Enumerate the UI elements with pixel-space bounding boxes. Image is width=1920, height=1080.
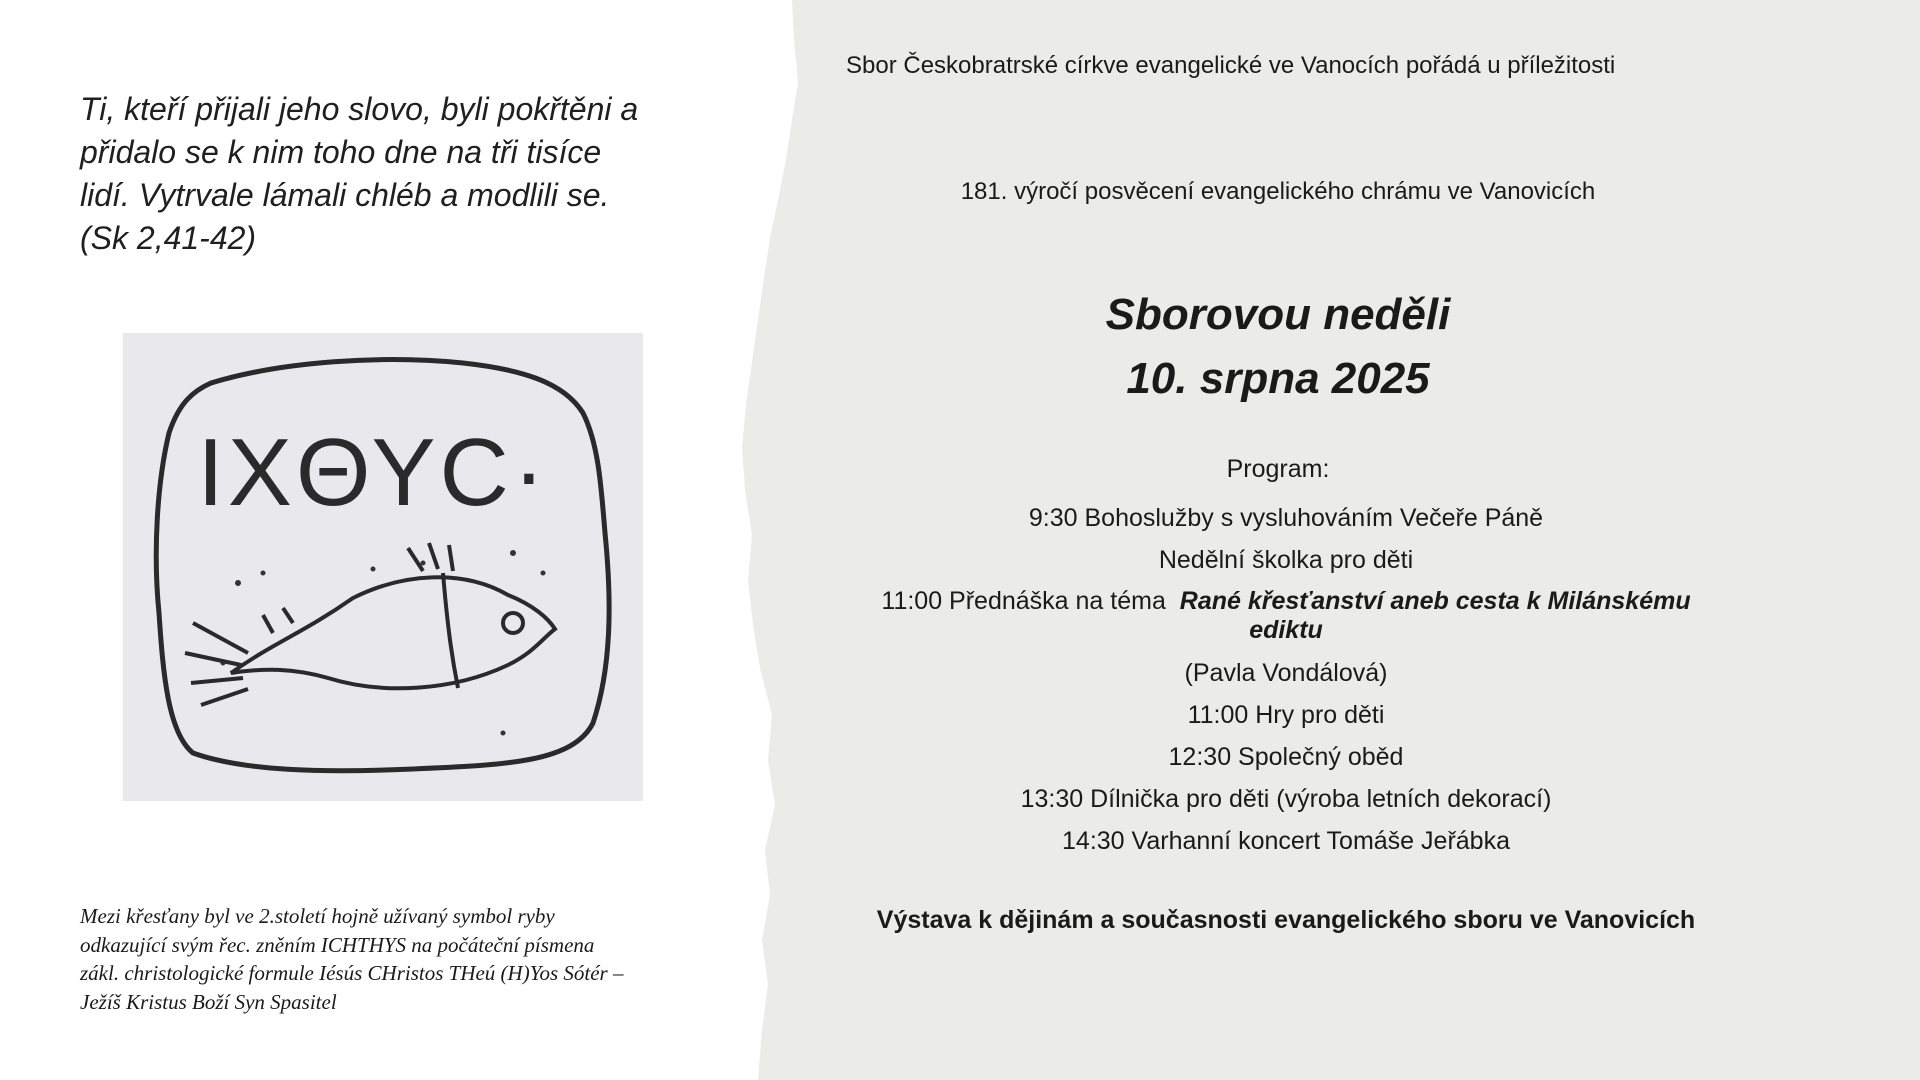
ichthys-fish-illustration xyxy=(123,333,643,801)
quote-line: lidí. Vytrvale lámali chléb a modlili se. xyxy=(80,177,610,213)
program-item-games: 11:00 Hry pro děti xyxy=(1187,701,1385,729)
program-label: Program: xyxy=(1226,455,1330,483)
caption-line: Mezi křesťany byl ve 2.století hojně užívaný symbol ryby xyxy=(80,904,555,928)
program-item-concert: 14:30 Varhanní koncert Tomáše Jeřábka xyxy=(1062,827,1510,855)
event-title-date: 10. srpna 2025 xyxy=(1126,354,1430,403)
caption-line: odkazující svým řec. zněním ICHTHYS na počáteční písmena xyxy=(80,932,595,957)
program-item-lunch: 12:30 Společný oběd xyxy=(1168,743,1404,771)
fish-icon xyxy=(185,543,555,705)
program-item-service: 9:30 Bohoslužby s vysluhováním Večeře Páně xyxy=(1028,504,1544,532)
program-item-workshop: 13:30 Dílnička pro děti (výroba letních dekorací) xyxy=(1020,785,1552,813)
ichthys-inscription: ΙΧΘΥϹ· xyxy=(197,419,549,526)
program-list xyxy=(846,497,1726,862)
event-title-name: Sborovou neděli xyxy=(1105,290,1451,339)
quote-reference: (Sk 2,41-42) xyxy=(80,220,257,256)
program-item-lecture xyxy=(846,587,1726,645)
lecture-title-continued: ediktu xyxy=(1249,616,1323,644)
anniversary-line: 181. výročí posvěcení evangelického chrámu ve Vanovicích xyxy=(960,178,1596,205)
quote-line: Ti, kteří přijali jeho slovo, byli pokřtěni a xyxy=(80,91,639,127)
quote-line: přidalo se k nim toho dne na tři tisíce xyxy=(80,134,602,170)
event-title xyxy=(860,283,1696,411)
lecture-speaker: (Pavla Vondálová) xyxy=(1184,659,1388,687)
lecture-title: Rané křesťanství aneb cesta k Milánskému xyxy=(1179,587,1691,615)
exhibition-note: Výstava k dějinám a současnosti evangelického sboru ve Vanovicích xyxy=(876,906,1696,934)
program-item-sunday-school: Nedělní školka pro děti xyxy=(1158,546,1414,574)
caption-line: Ježíš Kristus Boží Syn Spasitel xyxy=(80,989,337,1014)
image-caption xyxy=(80,902,720,1016)
bible-quote xyxy=(80,88,720,260)
lecture-prefix: 11:00 Přednáška na téma xyxy=(881,587,1166,615)
invitation-intro: Sbor Českobratrské církve evangelické ve Vanocích pořádá u příležitosti xyxy=(846,52,1616,79)
caption-line: zákl. christologické formule Iésús CHristos THeú (H)Yos Sótér – xyxy=(80,961,624,985)
